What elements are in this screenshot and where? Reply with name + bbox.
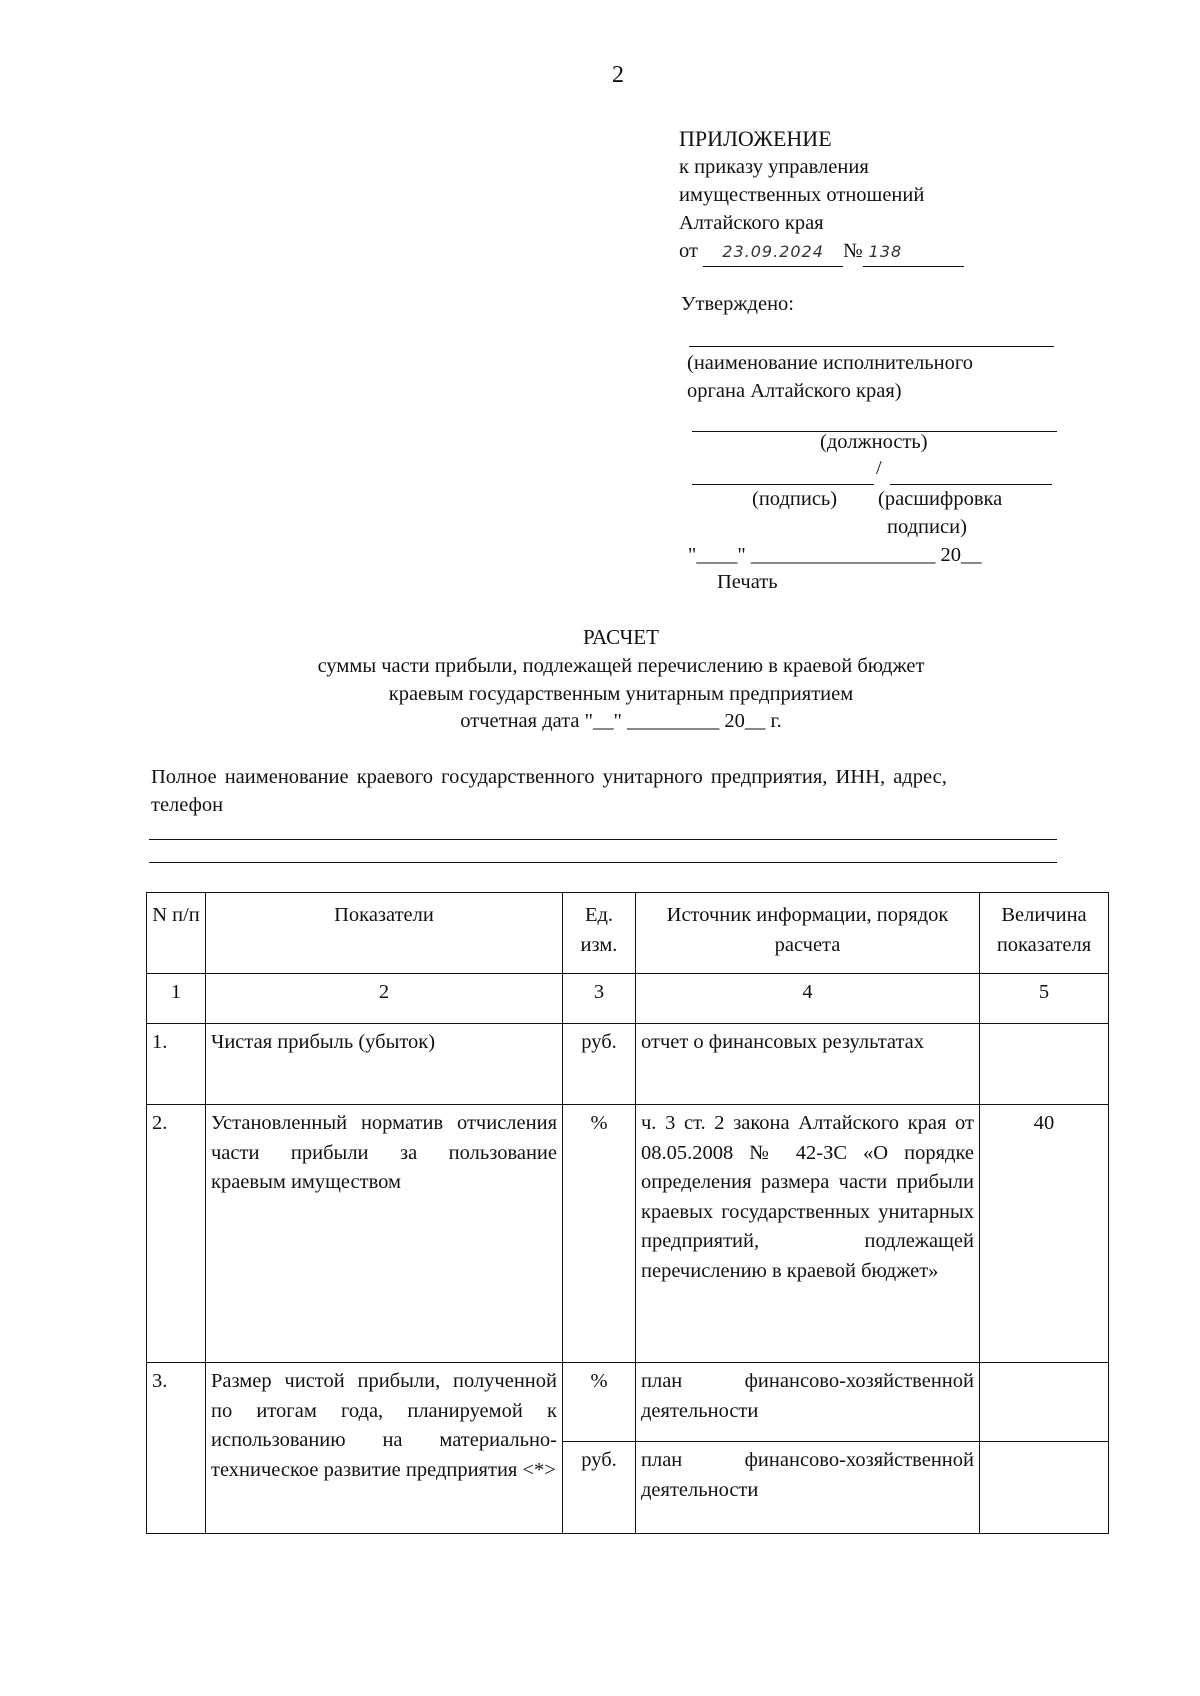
appendix-line: имущественных отношений	[679, 184, 925, 206]
header-num: N п/п	[147, 893, 206, 974]
row-value[interactable]	[980, 1024, 1109, 1105]
handwritten-number: 138	[863, 238, 964, 267]
table-row	[147, 1363, 1109, 1442]
order-date-line	[679, 237, 964, 267]
org-caption	[687, 349, 973, 405]
decode-caption-2: подписи)	[887, 516, 967, 538]
row-source: план финансово-хозяйственной деятельности	[636, 1442, 980, 1534]
approved-label: Утверждено:	[681, 293, 794, 315]
header-indicator: Показатели	[206, 893, 563, 974]
enterprise-line-1[interactable]	[149, 839, 1057, 840]
heading-line-3: отчетная дата "__" _________ 20__ г.	[460, 710, 782, 732]
appendix-line: к приказу управления	[679, 156, 869, 178]
decode-line	[890, 484, 1052, 485]
row-num: 1.	[147, 1024, 206, 1105]
decode-caption-1: (расшифровка	[878, 488, 1003, 510]
row-value[interactable]	[980, 1363, 1109, 1442]
row-unit: %	[563, 1363, 636, 1442]
col-number: 3	[563, 974, 636, 1024]
handwritten-date: 23.09.2024	[703, 238, 843, 267]
enterprise-line-2[interactable]	[149, 862, 1057, 863]
appendix-block	[679, 125, 964, 267]
appendix-line: Алтайского края	[679, 212, 824, 234]
col-number: 5	[980, 974, 1109, 1024]
column-number-row	[147, 974, 1109, 1024]
org-caption-2: органа Алтайского края)	[687, 380, 902, 402]
page-number: 2	[612, 62, 624, 88]
enterprise-label-1: Полное наименование краевого государственного унитарного предприятия, ИНН, адрес,	[151, 766, 947, 788]
row-num: 2.	[147, 1105, 206, 1363]
org-name-line	[689, 346, 1054, 347]
row-unit: руб.	[563, 1024, 636, 1105]
row-source: план финансово-хозяйственной деятельности	[636, 1363, 980, 1442]
row-indicator: Размер чистой прибыли, полученной по итогам года, планируемой к использованию на материально-техническое развитие предприятия <*>	[206, 1363, 563, 1534]
header-source: Источник информации, порядок расчета	[636, 893, 980, 974]
approval-date-line: "____" __________________ 20__	[688, 544, 982, 566]
number-prefix: №	[843, 240, 863, 262]
table-row	[147, 1105, 1109, 1363]
table-row	[147, 1024, 1109, 1105]
row-indicator: Чистая прибыль (убыток)	[206, 1024, 563, 1105]
header-unit: Ед. изм.	[563, 893, 636, 974]
calculation-table	[146, 892, 1109, 1534]
appendix-title: ПРИЛОЖЕНИЕ	[679, 126, 832, 151]
stamp-label: Печать	[717, 571, 778, 593]
header-value: Величина показателя	[980, 893, 1109, 974]
row-value[interactable]: 40	[980, 1105, 1109, 1363]
heading-line-1: суммы части прибыли, подлежащей перечислению в краевой бюджет	[317, 655, 925, 677]
date-prefix: от	[679, 240, 698, 262]
row-value[interactable]	[980, 1442, 1109, 1534]
row-unit: %	[563, 1105, 636, 1363]
org-caption-1: (наименование исполнительного	[687, 352, 974, 374]
table-header-row	[147, 893, 1109, 974]
signature-caption: (подпись)	[752, 488, 838, 510]
col-number: 4	[636, 974, 980, 1024]
signature-line	[692, 484, 874, 485]
row-source: ч. 3 ст. 2 закона Алтайского края от 08.05.2008 № 42-ЗС «О порядке определения размера части прибыли краевых государственных унитарных предприятий, подлежащей перечислению в краевой бюджет»	[636, 1105, 980, 1363]
col-number: 2	[206, 974, 563, 1024]
position-caption: (должность)	[820, 431, 928, 453]
heading-line-2: краевым государственным унитарным предприятием	[388, 683, 854, 705]
enterprise-label-2: телефон	[151, 794, 224, 816]
row-unit: руб.	[563, 1442, 636, 1534]
document-title: РАСЧЕТ	[583, 625, 659, 649]
row-num: 3.	[147, 1363, 206, 1534]
col-number: 1	[147, 974, 206, 1024]
slash: /	[876, 457, 882, 479]
row-source: отчет о финансовых результатах	[636, 1024, 980, 1105]
row-indicator: Установленный норматив отчисления части прибыли за пользование краевым имуществом	[206, 1105, 563, 1363]
